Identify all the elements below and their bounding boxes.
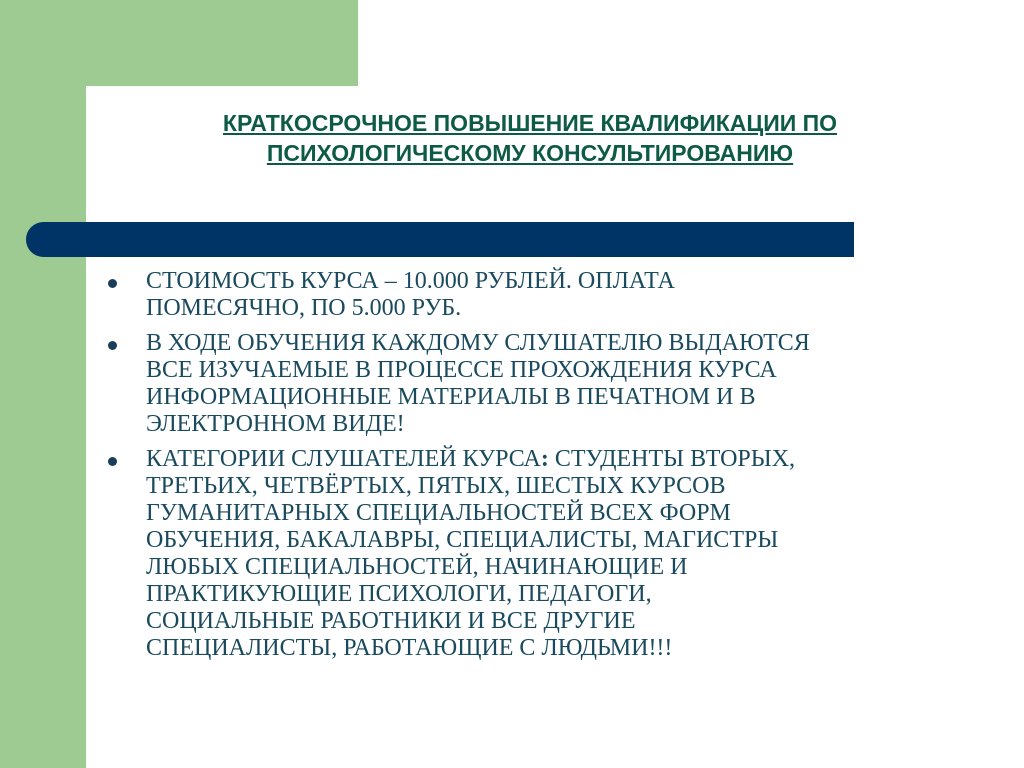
bullet-text-line: ПОМЕСЯЧНО, ПО 5.000 РУБ. <box>146 295 462 321</box>
bullet-text-line: ПРАКТИКУЮЩИЕ ПСИХОЛОГИ, ПЕДАГОГИ, <box>146 581 652 607</box>
bullet-text-line-first <box>146 446 944 473</box>
bullet-text-line: ВСЕ ИЗУЧАЕМЫЕ В ПРОЦЕССЕ ПРОХОЖДЕНИЯ КУРСА <box>146 357 777 383</box>
green-sidebar-decoration <box>0 0 86 768</box>
slide-title-line: ПСИХОЛОГИЧЕСКОМУ КОНСУЛЬТИРОВАНИЮ <box>266 140 794 166</box>
slide-title <box>120 108 940 168</box>
categories-label: КАТЕГОРИИ СЛУШАТЕЛЕЙ КУРСА <box>146 446 541 472</box>
bullet-item-cost <box>104 268 944 322</box>
slide-title-line: КРАТКОСРОЧНОЕ ПОВЫШЕНИЕ КВАЛИФИКАЦИИ ПО <box>222 110 838 136</box>
categories-colon: : <box>540 446 549 472</box>
bullet-dot-icon <box>108 457 117 466</box>
bullet-text-line: ОБУЧЕНИЯ, БАКАЛАВРЫ, СПЕЦИАЛИСТЫ, МАГИСТРЫ <box>146 527 779 553</box>
bullet-text-line: В ХОДЕ ОБУЧЕНИЯ КАЖДОМУ СЛУШАТЕЛЮ ВЫДАЮТСЯ <box>146 330 810 356</box>
navy-divider-bar <box>26 222 854 257</box>
bullet-item-materials <box>104 330 944 438</box>
bullet-list <box>104 268 944 670</box>
bullet-text-line: ИНФОРМАЦИОННЫЕ МАТЕРИАЛЫ В ПЕЧАТНОМ И В <box>146 384 756 410</box>
bullet-item-categories <box>104 446 944 662</box>
bullet-text-line: ГУМАНИТАРНЫХ СПЕЦИАЛЬНОСТЕЙ ВСЕХ ФОРМ <box>146 500 731 526</box>
green-top-decoration <box>0 0 358 86</box>
bullet-text-line: ТРЕТЬИХ, ЧЕТВЁРТЫХ, ПЯТЫХ, ШЕСТЫХ КУРСОВ <box>146 473 726 499</box>
bullet-text-line: СПЕЦИАЛИСТЫ, РАБОТАЮЩИЕ С ЛЮДЬМИ!!! <box>146 635 673 661</box>
bullet-dot-icon <box>108 279 117 288</box>
bullet-text-line: ЭЛЕКТРОННОМ ВИДЕ! <box>146 411 405 437</box>
categories-first-rest: СТУДЕНТЫ ВТОРЫХ, <box>548 446 796 472</box>
bullet-text-line: СОЦИАЛЬНЫЕ РАБОТНИКИ И ВСЕ ДРУГИЕ <box>146 608 636 634</box>
bullet-text-line: ЛЮБЫХ СПЕЦИАЛЬНОСТЕЙ, НАЧИНАЮЩИЕ И <box>146 554 688 580</box>
bullet-text-line: СТОИМОСТЬ КУРСА – 10.000 РУБЛЕЙ. ОПЛАТА <box>146 268 675 294</box>
bullet-dot-icon <box>108 341 117 350</box>
